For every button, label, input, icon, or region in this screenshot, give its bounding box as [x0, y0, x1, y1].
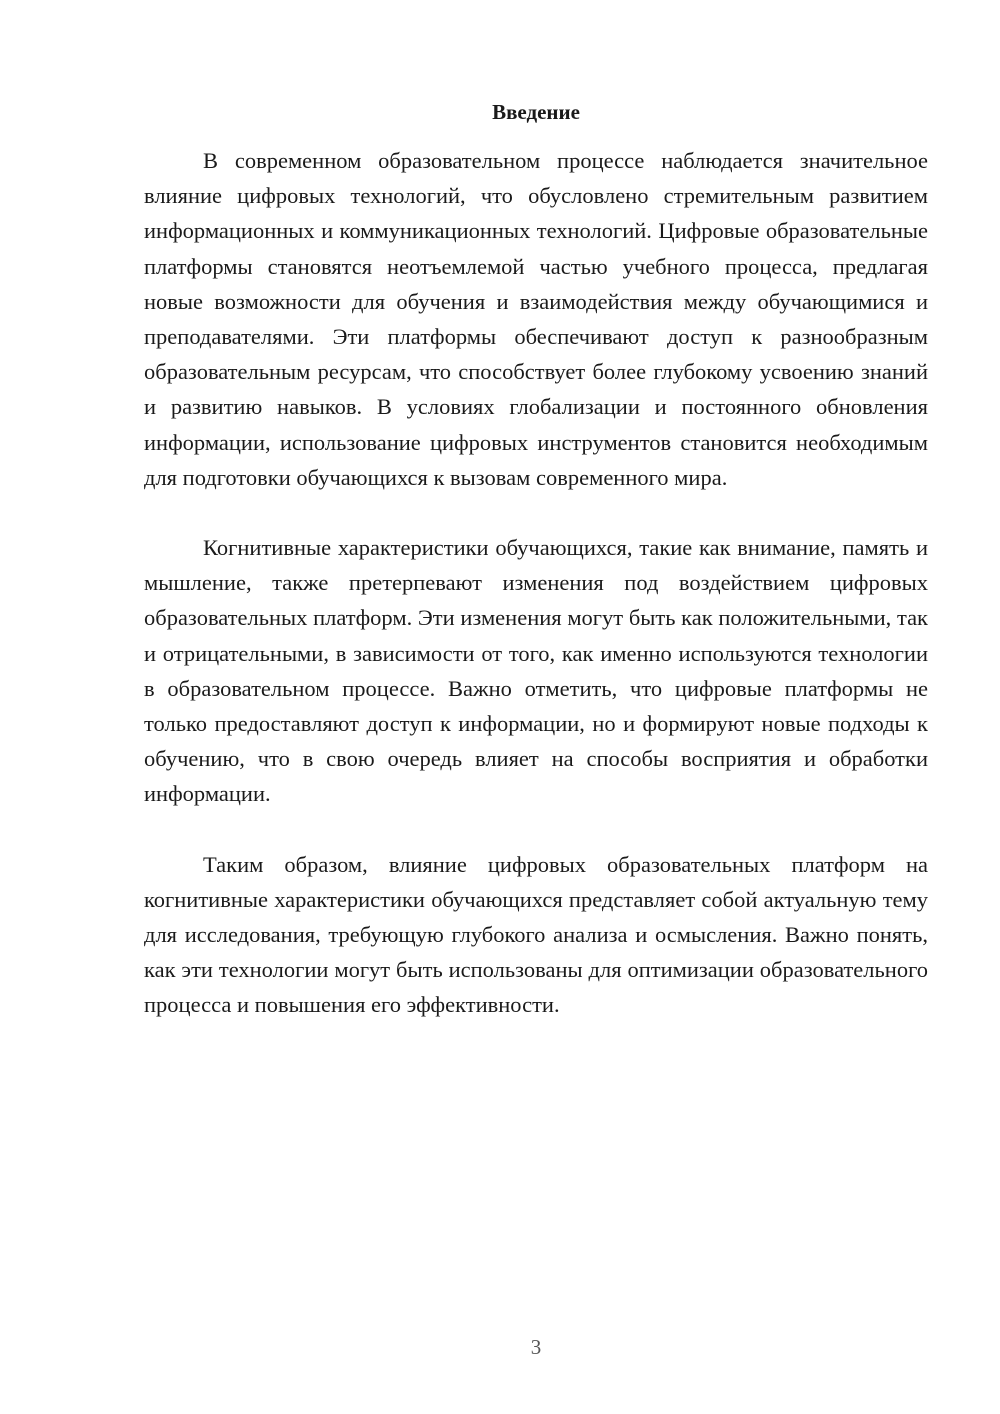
- paragraph-1: В современном образовательном процессе наблюдается значительное влияние цифровых технологий, что обусловлено стремительным развитием информационных и коммуникационных технологий. Цифровые образовательные платформы становятся неотъемлемой частью учебного процесса, предлагая новые возможности для обучения и взаимодействия между обучающимися и преподавателями. Эти платформы обеспечивают доступ к разнообразным образовательным ресурсам, что способствует более глубокому усвоению знаний и развитию навыков. В условиях глобализации и постоянного обновления информации, использование цифровых инструментов становится необходимым для подготовки обучающихся к вызовам современного мира.: [144, 148, 928, 490]
- paragraph-2: Когнитивные характеристики обучающихся, такие как внимание, память и мышление, также претерпевают изменения под воздействием цифровых образовательных платформ. Эти изменения могут быть как положительными, так и отрицательными, в зависимости от того, как именно используются технологии в образовательном процессе. Важно отметить, что цифровые платформы не только предоставляют доступ к информации, но и формируют новые подходы к обучению, что в свою очередь влияет на способы восприятия и обработки информации.: [144, 535, 928, 807]
- section-heading: Введение: [492, 100, 580, 124]
- body-text: [144, 143, 928, 1023]
- page-number: 3: [530, 1335, 542, 1359]
- paragraph-3: Таким образом, влияние цифровых образовательных платформ на когнитивные характеристики обучающихся представляет собой актуальную тему для исследования, требующую глубокого анализа и осмысления. Важно понять, как эти технологии могут быть использованы для оптимизации образовательного процесса и повышения его эффективности.: [144, 851, 928, 1018]
